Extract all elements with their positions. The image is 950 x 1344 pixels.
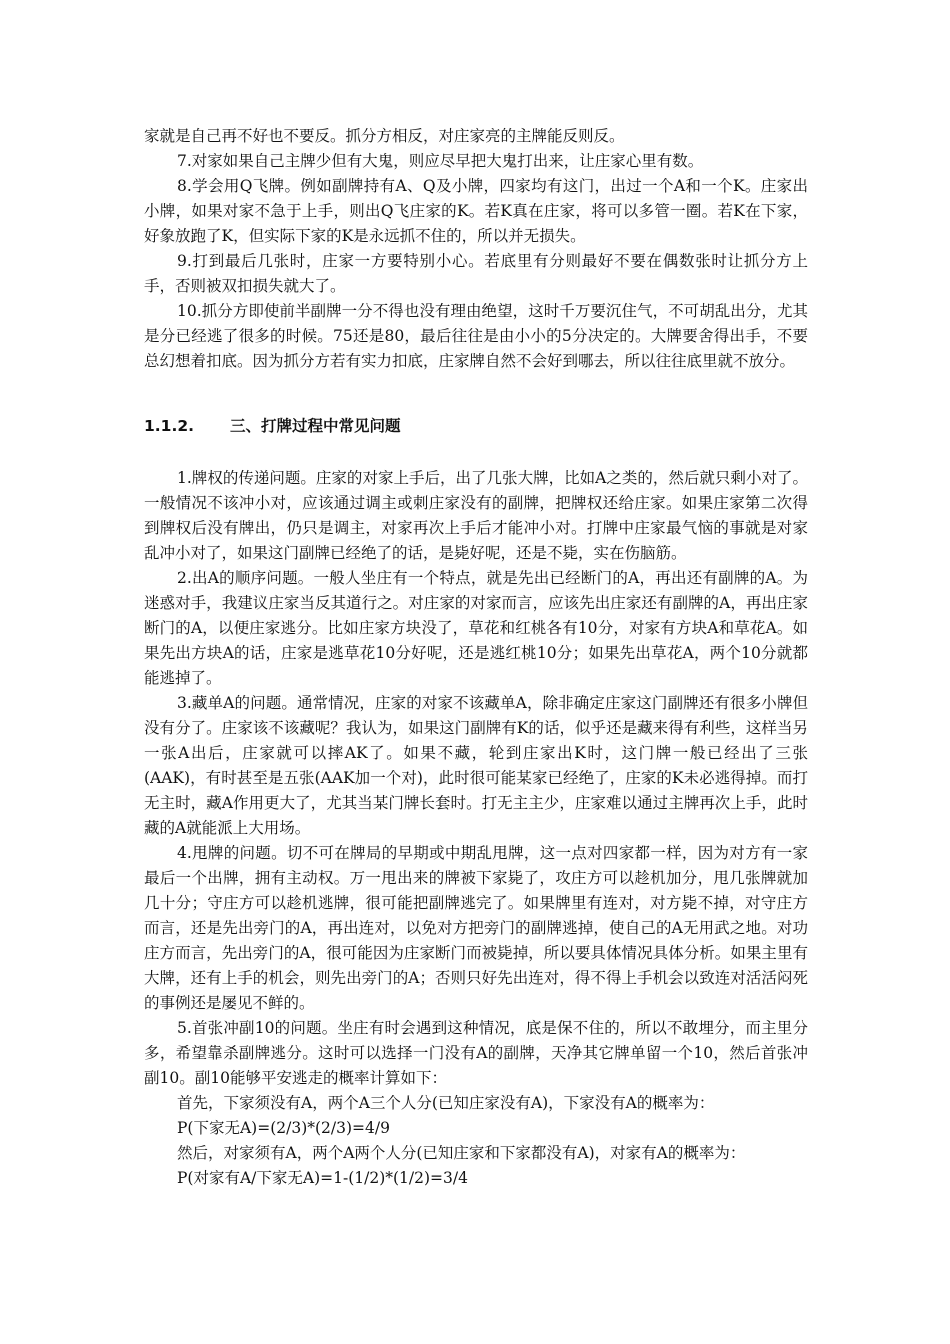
section-number: 1.1.2. <box>144 417 195 435</box>
document-body <box>144 120 808 1191</box>
paragraph-issue-4: 4.甩牌的问题。切不可在牌局的早期或中期乱甩牌，这一点对四家都一样，因为对方有一家最后一个出牌，拥有主动权。万一甩出来的牌被下家毙了，攻庄方可以趁机加分，甩几张牌就加几十分；守庄方可以趁机逃牌，很可能把副牌逃完了。如果牌里有连对，对方毙不掉，对守庄方而言，还是先出旁门的A，再出连对，以免对方把旁门的副牌逃掉，使自己的A无用武之地。对功庄方而言，先出旁门的A，很可能因为庄家断门而被毙掉，所以要具体情况具体分析。如果主里有大牌，还有上手的机会，则先出旁门的A；否则只好先出连对，得不得上手机会以致连对活活闷死的事例还是屡见不鲜的。 <box>144 844 808 1012</box>
section-heading <box>144 414 808 439</box>
paragraph-issue-3: 3.藏单A的问题。通常情况，庄家的对家不该藏单A，除非确定庄家这门副牌还有很多小牌但没有分了。庄家该不该藏呢？我认为，如果这门副牌有K的话，似乎还是藏来得有利些，这样当另一张A出后，庄家就可以摔AK了。如果不藏，轮到庄家出K时，这门牌一般已经出了三张(AAK)，有时甚至是五张(AAK加一个对)，此时很可能某家已经绝了，庄家的K未必逃得掉。而打无主时，藏A作用更大了，尤其当某门牌长套时。打无主主少，庄家难以通过主牌再次上手，此时藏的A就能派上大用场。 <box>144 694 808 837</box>
paragraph-tip-8: 8.学会用Q飞牌。例如副牌持有A、Q及小牌，四家均有这门，出过一个A和一个K。庄家出小牌，如果对家不急于上手，则出Q飞庄家的K。若K真在庄家，将可以多管一圈。若K在下家，好象放跑了K，但实际下家的K是永远抓不住的，所以并无损失。 <box>144 177 808 245</box>
probability-formula-2: P(对家有A/下家无A)=1-(1/2)*(1/2)=3/4 <box>177 1169 468 1187</box>
paragraph-issue-5: 5.首张冲副10的问题。坐庄有时会遇到这种情况，底是保不住的，所以不敢埋分，而主里分多，希望靠杀副牌逃分。这时可以选择一门没有A的副牌，天净其它牌单留一个10，然后首张冲副10。副10能够平安逃走的概率计算如下： <box>144 1019 808 1087</box>
probability-formula-1: P(下家无A)=(2/3)*(2/3)=4/9 <box>177 1119 390 1137</box>
section-title: 三、打牌过程中常见问题 <box>230 417 401 435</box>
paragraph-issue-1: 1.牌权的传递问题。庄家的对家上手后，出了几张大牌，比如A之类的，然后就只剩小对了。一般情况不该冲小对，应该通过调主或刺庄家没有的副牌，把牌权还给庄家。如果庄家第二次得到牌权后没有牌出，仍只是调主，对家再次上手后才能冲小对。打牌中庄家最气恼的事就是对家乱冲小对了，如果这门副牌已经绝了的话，是毙好呢，还是不毙，实在伤脑筋。 <box>144 469 808 562</box>
paragraph-tip-7: 7.对家如果自己主牌少但有大鬼，则应尽早把大鬼打出来，让庄家心里有数。 <box>177 152 704 170</box>
probability-step-first: 首先，下家须没有A，两个A三个人分(已知庄家没有A)，下家没有A的概率为： <box>177 1094 715 1112</box>
probability-step-then: 然后，对家须有A，两个A两个人分(已知庄家和下家都没有A)，对家有A的概率为： <box>177 1144 746 1162</box>
paragraph-intro: 家就是自己再不好也不要反。抓分方相反，对庄家亮的主牌能反则反。 <box>144 127 625 145</box>
paragraph-tip-10: 10.抓分方即使前半副牌一分不得也没有理由绝望，这时千万要沉住气，不可胡乱出分，尤其是分已经逃了很多的时候。75还是80，最后往往是由小小的5分决定的。大牌要舍得出手，不要总幻想着扣底。因为抓分方若有实力扣底，庄家牌自然不会好到哪去，所以往往底里就不放分。 <box>144 302 808 370</box>
paragraph-issue-2: 2.出A的顺序问题。一般人坐庄有一个特点，就是先出已经断门的A，再出还有副牌的A。为迷惑对手，我建议庄家当反其道行之。对庄家的对家而言，应该先出庄家还有副牌的A，再出庄家断门的A，以便庄家逃分。比如庄家方块没了，草花和红桃各有10分，对家有方块A和草花A。如果先出方块A的话，庄家是逃草花10分好呢，还是逃红桃10分；如果先出草花A，两个10分就都能逃掉了。 <box>144 569 808 687</box>
paragraph-tip-9: 9.打到最后几张时，庄家一方要特别小心。若底里有分则最好不要在偶数张时让抓分方上手，否则被双扣损失就大了。 <box>144 252 808 295</box>
